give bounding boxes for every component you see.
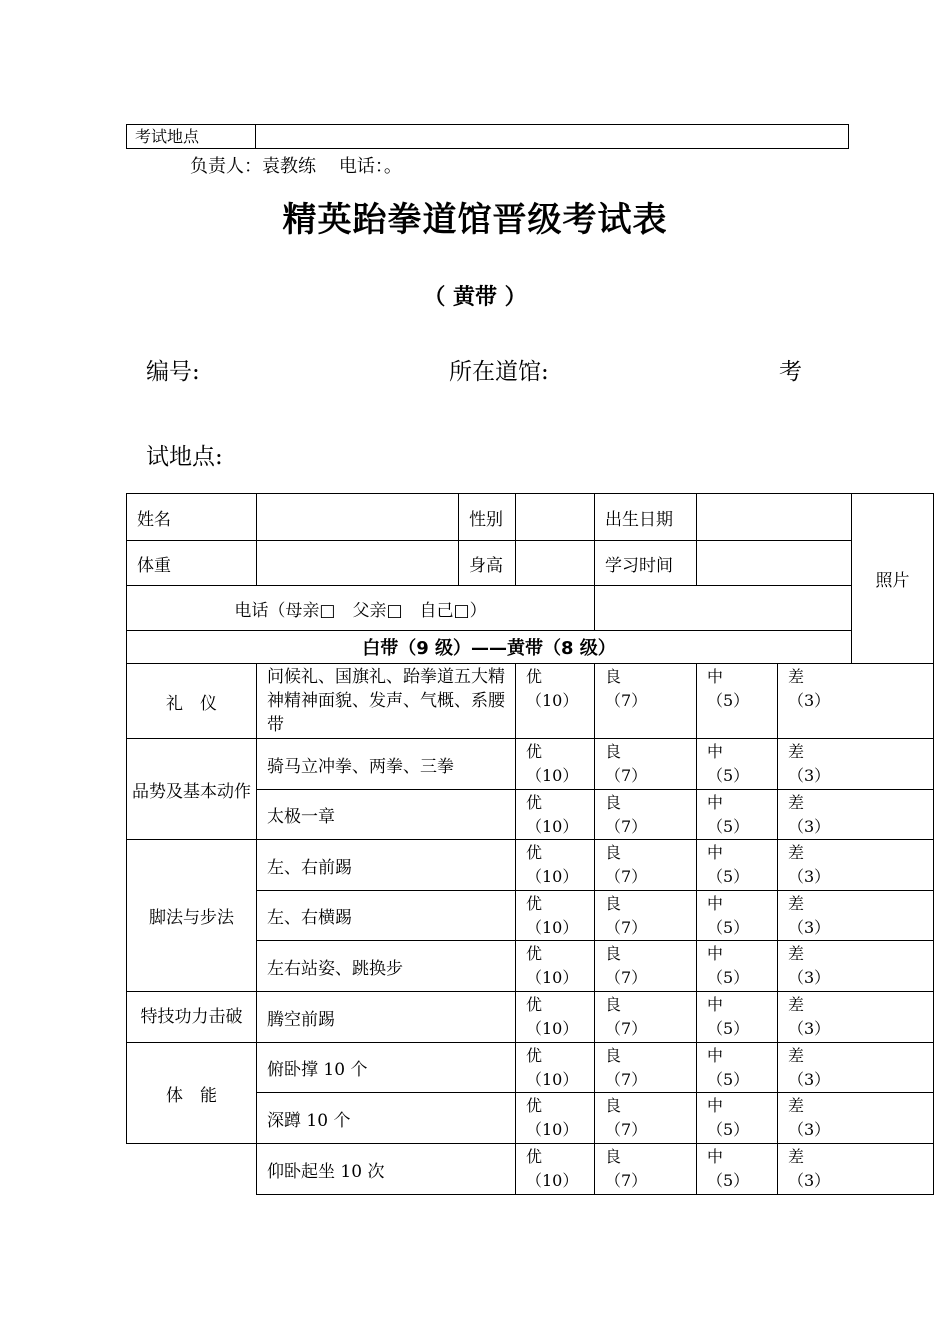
item-flying-kick: 腾空前踢: [257, 992, 516, 1043]
name-field[interactable]: [257, 494, 459, 541]
item-roundhouse-kick: 左、右横踢: [257, 891, 516, 941]
gender-label: 性别: [459, 494, 516, 541]
grade-poor[interactable]: 差 （3）: [778, 1144, 934, 1195]
number-label: 编号:: [146, 359, 200, 385]
contact-line: [190, 152, 402, 178]
empty-category-cell: [127, 1144, 257, 1195]
exam-label-part1: 考: [779, 359, 802, 385]
grade-fair[interactable]: 中 （5）: [697, 1144, 778, 1195]
weight-label: 体重: [127, 541, 257, 586]
grade-good[interactable]: 良 （7）: [595, 891, 697, 941]
item-punches: 骑马立冲拳、两拳、三拳: [257, 739, 516, 790]
grade-excellent[interactable]: 优 （10）: [516, 790, 595, 840]
item-situps: 仰卧起坐 10 次: [257, 1144, 516, 1195]
grade-poor[interactable]: 差 （3）: [778, 664, 934, 739]
study-time-label: 学习时间: [595, 541, 697, 586]
height-label: 身高: [459, 541, 516, 586]
item-front-kick: 左、右前踢: [257, 840, 516, 891]
belt-subtitle: （ 黄带 ）: [423, 284, 527, 310]
grade-poor[interactable]: 差 （3）: [778, 790, 934, 840]
page-title: 精英跆拳道馆晋级考试表: [282, 200, 668, 240]
study-time-field[interactable]: [697, 541, 852, 586]
exam-location-box: [126, 124, 849, 149]
grade-good[interactable]: 良 （7）: [595, 790, 697, 840]
item-taegeuk: 太极一章: [257, 790, 516, 840]
grade-fair[interactable]: 中 （5）: [697, 1043, 778, 1093]
grade-good[interactable]: 良 （7）: [595, 1093, 697, 1144]
grade-excellent[interactable]: 优 （10）: [516, 739, 595, 790]
grade-excellent[interactable]: 优 （10）: [516, 1144, 595, 1195]
grade-poor[interactable]: 差 （3）: [778, 1093, 934, 1144]
grade-excellent[interactable]: 优 （10）: [516, 840, 595, 891]
category-fitness: 体 能: [127, 1043, 257, 1144]
grade-good[interactable]: 良 （7）: [595, 1144, 697, 1195]
grade-fair[interactable]: 中 （5）: [697, 1093, 778, 1144]
grade-fair[interactable]: 中 （5）: [697, 941, 778, 992]
grade-excellent[interactable]: 优 （10）: [516, 992, 595, 1043]
grade-fair[interactable]: 中 （5）: [697, 739, 778, 790]
height-field[interactable]: [516, 541, 595, 586]
grade-poor[interactable]: 差 （3）: [778, 1043, 934, 1093]
grade-good[interactable]: 良 （7）: [595, 664, 697, 739]
phone-field[interactable]: [595, 586, 852, 631]
item-squats: 深蹲 10 个: [257, 1093, 516, 1144]
category-etiquette: 礼 仪: [127, 664, 257, 739]
exam-location-label: 考试地点: [127, 125, 256, 148]
grade-fair[interactable]: 中 （5）: [697, 891, 778, 941]
grade-excellent[interactable]: 优 （10）: [516, 1093, 595, 1144]
grade-good[interactable]: 良 （7）: [595, 1043, 697, 1093]
grade-fair[interactable]: 中 （5）: [697, 992, 778, 1043]
grade-fair[interactable]: 中 （5）: [697, 664, 778, 739]
weight-field[interactable]: [257, 541, 459, 586]
category-special: 特技功力击破: [127, 992, 257, 1043]
item-pushups: 俯卧撑 10 个: [257, 1043, 516, 1093]
grade-poor[interactable]: 差 （3）: [778, 941, 934, 992]
person-name: 袁教练: [262, 156, 316, 177]
phone-label: 电话（母亲□ 父亲□ 自己□）: [127, 586, 595, 631]
item-etiquette: 问候礼、国旗礼、跆拳道五大精神精神面貌、发声、气概、系腰带: [257, 664, 516, 739]
photo-cell[interactable]: 照片: [852, 494, 934, 664]
section-header: 白带（9 级）——黄带（8 级）: [127, 631, 852, 664]
grade-excellent[interactable]: 优 （10）: [516, 891, 595, 941]
gender-field[interactable]: [516, 494, 595, 541]
dojo-label: 所在道馆:: [449, 359, 549, 385]
birth-field[interactable]: [697, 494, 852, 541]
name-label: 姓名: [127, 494, 257, 541]
grade-poor[interactable]: 差 （3）: [778, 739, 934, 790]
person-label: 负责人：: [190, 156, 262, 177]
grade-good[interactable]: 良 （7）: [595, 941, 697, 992]
grade-poor[interactable]: 差 （3）: [778, 992, 934, 1043]
grade-good[interactable]: 良 （7）: [595, 992, 697, 1043]
category-kicks: 脚法与步法: [127, 840, 257, 992]
birth-label: 出生日期: [595, 494, 697, 541]
grade-good[interactable]: 良 （7）: [595, 840, 697, 891]
grade-excellent[interactable]: 优 （10）: [516, 941, 595, 992]
grade-poor[interactable]: 差 （3）: [778, 840, 934, 891]
category-forms: 品势及基本动作: [127, 739, 257, 840]
phone-suffix: 。: [383, 156, 402, 177]
grade-poor[interactable]: 差 （3）: [778, 891, 934, 941]
phone-label: 电话：: [338, 156, 384, 177]
exam-table: [126, 493, 934, 1195]
grade-excellent[interactable]: 优 （10）: [516, 664, 595, 739]
grade-fair[interactable]: 中 （5）: [697, 790, 778, 840]
item-stance-step: 左右站姿、跳换步: [257, 941, 516, 992]
grade-excellent[interactable]: 优 （10）: [516, 1043, 595, 1093]
grade-fair[interactable]: 中 （5）: [697, 840, 778, 891]
exam-label-part2: 试地点:: [146, 444, 223, 470]
grade-good[interactable]: 良 （7）: [595, 739, 697, 790]
